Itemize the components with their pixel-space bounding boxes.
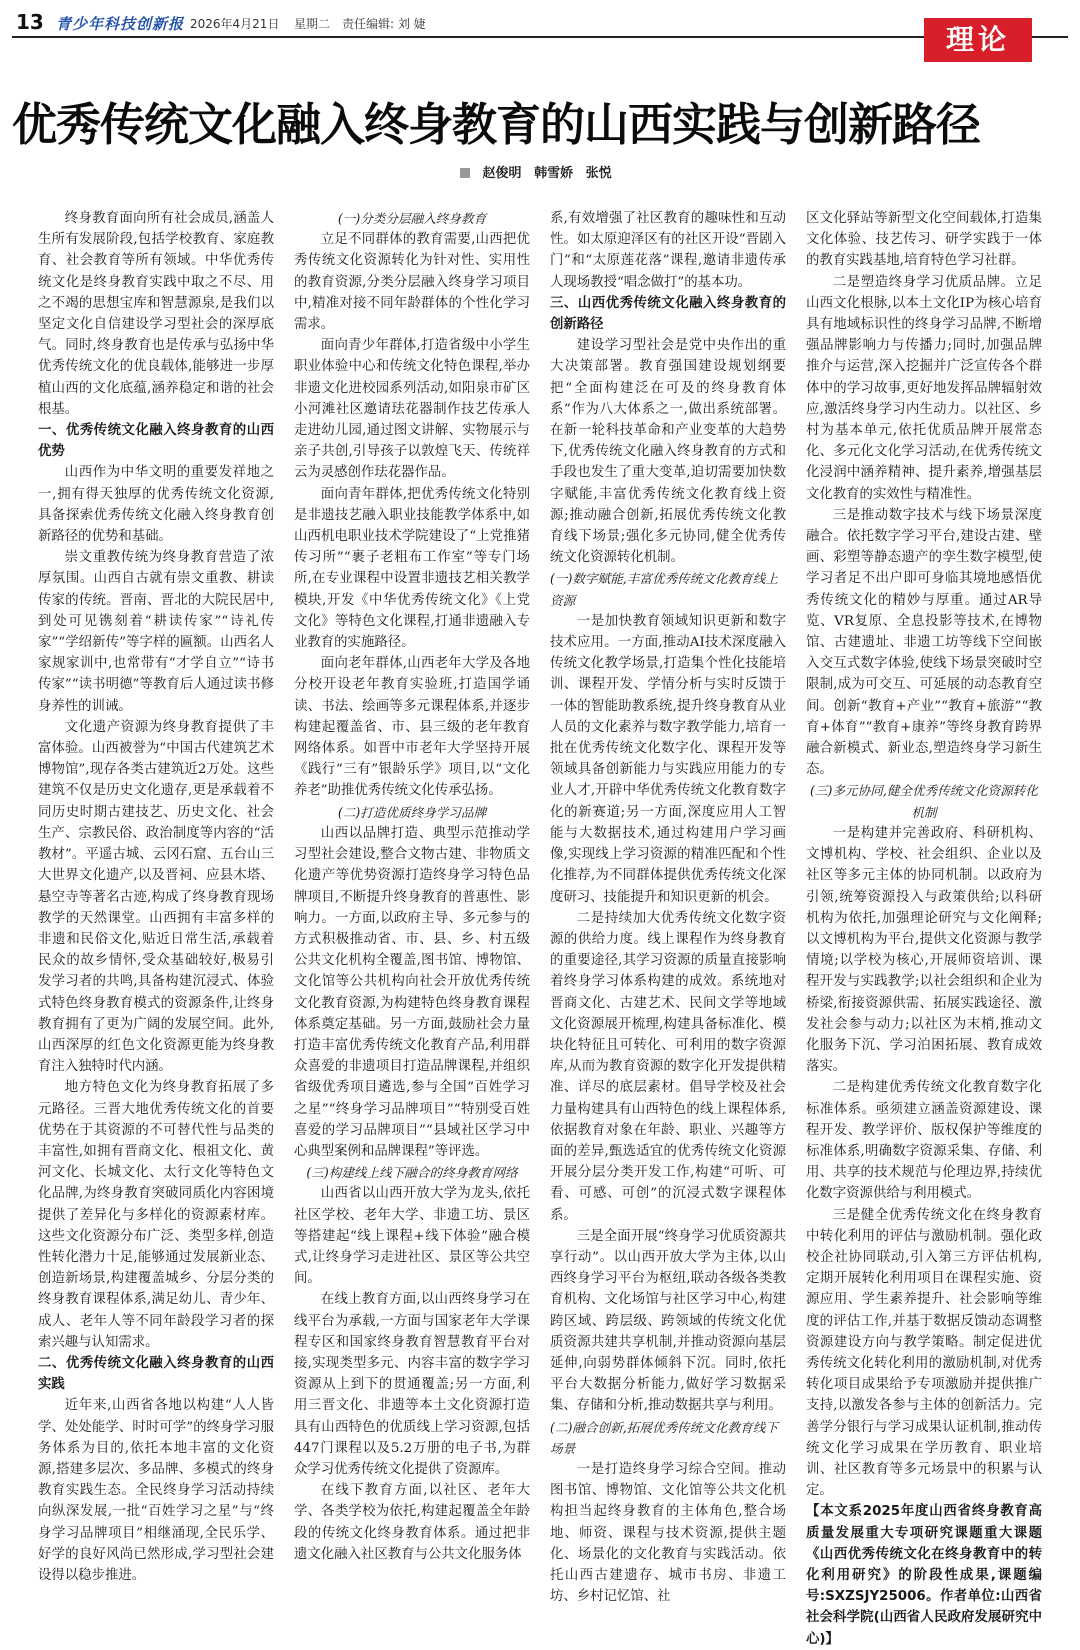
byline [460,162,620,181]
paragraph: 崇文重教传统为终身教育营造了浓厚氛围。山西自古就有崇文重教、耕读传家的传统。晋南、晋北的大院民居中,到处可见镌刻着“耕读传家”“诗礼传家”“学绍新传”等字样的匾额。山西名人家规家训中,也常带有“才学自立”“诗书传家”“读书明德”等教育后人通过读书修身养性的训诫。 [38,550,274,714]
paragraph: 终身教育面向所有社会成员,涵盖人生所有发展阶段,包括学校教育、家庭教育、社会教育等所有领域。中华优秀传统文化是终身教育实践中取之不尽、用之不竭的思想宝库和智慧源泉,是我们以坚定文化自信建设学习型社会的深厚底气。同时,终身教育也是传承与弘扬中华优秀传统文化的优良载体,能够进一步厚植山西的文化底蕴,涵养稳定和谐的社会根基。 [38,211,274,417]
paragraph: 面向青少年群体,打造省级中小学生职业体验中心和传统文化特色课程,举办非遗文化进校园系列活动,如阳泉市矿区小河滩社区邀请珐花器制作技艺传承人走进幼儿园,通过图文讲解、实物展示与亲子共创,引导孩子以敦煌飞天、传统祥云为灵感创作珐花器作品。 [294,338,530,481]
paragraph: 文化遗产资源为终身教育提供了丰富体验。山西被誉为“中国古代建筑艺术博物馆”,现存各类古建筑近2万处。这些建筑不仅是历史文化遗存,更是承载着不同历史时期古建技艺、历史文化、社会生产、宗教民俗、政治制度等内容的“活教材”。平遥古城、云冈石窟、五台山三大世界文化遗产,以及晋祠、应县木塔、悬空寺等著名古迹,构成了终身教育现场教学的天然课堂。山西拥有丰富多样的非遗和民俗文化,贴近日常生活,承载着民众的故乡情怀,受众基础较好,极易引发学习者的共鸣,具备构建沉浸式、体验式特色终身教育模式的资源条件,让终身教育拥有了更为广阔的发展空间。此外,山西深厚的红色文化资源更能为终身教育注入独特时代内涵。 [38,719,274,1075]
research-footnote: 【本文系2025年度山西省终身教育高质量发展重大专项研究课题重大课题《山西优秀传统文化在终身教育中的转化利用研究》的阶段性成果,课题编号:SXZSJY25006。作者单位:山西省社会科学院(山西省人民政府发展研究中心)】 [806,1504,1042,1647]
paragraph: 在线上教育方面,以山西终身学习在线平台为承载,一方面与国家老年大学课程专区和国家终身教育智慧教育平台对接,实现类型多元、内容丰富的数字学习资源从上到下的贯通覆盖;另一方面,利用三晋文化、非遗等本土文化资源打造具有山西特色的优质线上学习资源,包括447门课程以及5.2万册的电子书,为群众学习优秀传统文化提供了资源库。 [294,1292,530,1477]
author-name: 张悦 [585,166,612,181]
paragraph: 二是持续加大优秀传统文化数字资源的供给力度。线上课程作为终身教育的重要途径,其学习资源的质量直接影响着终身学习体系构建的成效。系统地对晋商文化、古建艺术、民间文学等地域文化资源展开梳理,构建具备标准化、模块化特征且可转化、可利用的数字资源库,从而为教育资源的数字化开发提供精准、详尽的底层素材。倡导学校及社会力量构建具有山西特色的线上课程体系,依据教育对象在年龄、职业、兴趣等方面的差异,甄选适宜的优秀传统文化资源开展分层分类开发工作,构建“可听、可看、可感、可创”的沉浸式数字课程体系。 [550,910,786,1223]
text-column-4 [806,208,1042,1647]
author-name: 韩雪娇 [534,166,574,181]
paragraph: 系,有效增强了社区教育的趣味性和互动性。如太原迎泽区有的社区开设“晋剧入门”和“太原莲花落”课程,邀请非遗传承人现场教授“唱念做打”的基本功。 [550,211,786,290]
byline-marker-icon [460,168,470,178]
paragraph: 近年来,山西省各地以构建“人人皆学、处处能学、时时可学”的终身学习服务体系为目的,依托本地丰富的文化资源,搭建多层次、多品牌、多模式的终身教育实践生态。全民终身学习活动持续向纵深发展,一批“百姓学习之星”与“终身学习品牌项目”相继涌现,全民乐学、好学的良好风尚已然形成,学习型社会建设得以稳步推进。 [38,1398,274,1583]
issue-date: 2026年4月21日 [190,17,280,31]
section-heading: 二、优秀传统文化融入终身教育的山西实践 [38,1355,274,1393]
editor-credit: 责任编辑: 刘 婕 [342,17,426,31]
paragraph: 一是构建并完善政府、科研机构、文博机构、学校、社会组织、企业以及社区等多元主体的协同机制。以政府为引领,统筹资源投入与政策供给;以科研机构为依托,加强理论研究与文化阐释;以文博机构为平台,提供文化资源与教学情境;以学校为核心,开展师资培训、课程开发与实践教学;以社会组织和企业为桥梁,衔接资源供需、拓展实践途径、激发社会参与动力;以社区为末梢,推动文化服务下沉、学习泊困拓展、教育成效落实。 [806,825,1042,1075]
paragraph: 立足不同群体的教育需要,山西把优秀传统文化资源转化为针对性、实用性的教育资源,分类分层融入终身学习项目中,精准对接不同年龄群体的个性化学习需求。 [294,232,530,333]
subsection-heading: (一)分类分层融入终身教育 [337,211,487,226]
paragraph: 区文化驿站等新型文化空间载体,打造集文化体验、技艺传习、研学实践于一体的教育实践基地,培育特色学习社群。 [806,211,1042,269]
subsection-heading: (二)融合创新,拓展优秀传统文化教育线下场景 [550,1419,778,1456]
paragraph: 山西省以山西开放大学为龙头,依托社区学校、老年大学、非遗工坊、景区等搭建起“线上课程+线下体验”融合模式,让终身学习走进社区、景区等公共空间。 [294,1186,530,1287]
subsection-heading: (三)多元协同,健全优秀传统文化资源转化机制 [810,783,1038,820]
article-headline: 优秀传统文化融入终身教育的山西实践与创新路径 [12,98,981,151]
page-number: 13 [16,10,44,34]
text-column-1 [38,208,274,1583]
section-heading: 三、山西优秀传统文化融入终身教育的创新路径 [550,295,786,333]
paragraph: 面向老年群体,山西老年大学及各地分校开设老年教育实验班,打造国学诵读、书法、绘画等多元课程体系,并逐步构建起覆盖省、市、县三级的老年教育网络体系。如晋中市老年大学坚持开展《践行“三有”银龄乐学》项目,以“文化养老”助推优秀传统文化传承弘扬。 [294,656,530,799]
paragraph: 三是健全优秀传统文化在终身教育中转化利用的评估与激励机制。强化政校企社协同联动,引入第三方评估机构,定期开展转化利用项目在课程实施、资源应用、学生素养提升、社会影响等维度的评估工作,并基于数据反馈动态调整资源建设方向与教学策略。制定促进优秀传统文化转化利用的激励机制,对优秀转化项目成果给予专项激励并提供推广支持,以激发各参与主体的创新活力。完善学分银行与学习成果认证机制,推动传统文化学习成果在学历教育、职业培训、社区教育等多元场景中的积累与认定。 [806,1207,1042,1499]
paragraph: 二是构建优秀传统文化教育数字化标准体系。亟须建立涵盖资源建设、课程开发、教学评价、版权保护等维度的标准体系,明确数字资源采集、存储、利用、共享的技术规范与伦理边界,持续优化数字资源供给与利用模式。 [806,1080,1042,1202]
paragraph: 山西以品牌打造、典型示范推动学习型社会建设,整合文物古建、非物质文化遗产等优势资源打造终身学习特色品牌项目,不断提升终身教育的普惠性、影响力。一方面,以政府主导、多元参与的方式积极推动省、市、县、乡、村五级公共文化机构全覆盖,图书馆、博物馆、文化馆等公共机构向社会开放优秀传统文化教育资源,为构建特色终身教育课程体系奠定基础。另一方面,鼓励社会力量打造丰富优秀传统文化教育产品,利用群众喜爱的非遗项目打造品牌课程,并组织省级优秀项目遴选,参与全国“百姓学习之星”“终身学习品牌项目”“特别受百姓喜爱的学习品牌项目”“县域社区学习中心典型案例和品牌课程”等评选。 [294,825,530,1159]
paragraph: 一是加快教育领域知识更新和数字技术应用。一方面,推动AI技术深度融入传统文化教学场景,打造集个性化技能培训、课程开发、学情分析与实时反馈于一体的智能助教系统,提升终身教育从业人员的文化素养与数字教学能力,培育一批在优秀传统文化数字化、课程开发等领域具备创新能力与实践应用能力的专业人才,开辟中华优秀传统文化教育数字化的新赛道;另一方面,深度应用人工智能与大数据技术,通过构建用户学习画像,实现线上学习资源的精准匹配和个性化推荐,为不同群体提供优秀传统文化深度研习、技能提升和知识更新的机会。 [550,613,786,905]
paragraph: 在线下教育方面,以社区、老年大学、各类学校为依托,构建起覆盖全年龄段的传统文化终身教育体系。通过把非遗文化融入社区教育与公共文化服务体 [294,1483,530,1562]
article-body [38,208,1048,1647]
paragraph: 面向青年群体,把优秀传统文化特别是非遗技艺融入职业技能教学体系中,如山西机电职业技术学院建设了“上党推猪传习所”“裹子老粗布工作室”等专门场所,在专业课程中设置非遗技艺相关教学模块,开发《中华优秀传统文化》《上党文化》等特色文化课程,打通非遗融入专业教育的实施路径。 [294,486,530,651]
weekday: 星期二 [294,17,331,31]
paragraph: 一是打造终身学习综合空间。推动图书馆、博物馆、文化馆等公共文化机构担当起终身教育的主体角色,整合场地、师资、课程与技术资源,提供主题化、场景化的文化教育与实践活动。依托山西古建遗存、城市书房、非遗工坊、乡村记忆馆、社 [550,1461,786,1605]
masthead [12,10,1068,38]
section-heading: 一、优秀传统文化融入终身教育的山西优势 [38,423,274,460]
paragraph: 山西作为中华文明的重要发祥地之一,拥有得天独厚的优秀传统文化资源,具备探索优秀传统文化融入终身教育创新路径的优势和基础。 [38,465,274,545]
subsection-heading: (三)构建线上线下融合的终身教育网络 [306,1165,518,1181]
text-column-3 [550,208,786,1605]
paragraph: 三是全面开展“终身学习优质资源共享行动”。以山西开放大学为主体,以山西终身学习平台为枢纽,联动各级各类教育机构、文化场馆与社区学习中心,构建跨区域、跨层级、跨领域的传统文化优质资源共建共享机制,并推动资源向基层延伸,向弱势群体倾斜下沉。同时,依托平台大数据分析能力,做好学习数据采集、存储和分析,推动数据共享与利用。 [550,1228,786,1414]
author-name: 赵俊明 [482,166,522,181]
subsection-heading: (一)数字赋能,丰富优秀传统文化教育线上资源 [550,571,778,608]
paragraph: 三是推动数字技术与线下场景深度融合。依托数字学习平台,建设古建、壁画、彩塑等静态遗产的孪生数字模型,使学习者足不出户即可身临其境地感悟优秀传统文化的精妙与厚重。通过AR导览、VR复原、全息投影等技术,在博物馆、古建遗址、非遗工坊等线下空间嵌入交互式数字体验,使线下场景突破时空限制,成为可交互、可延展的动态教育空间。创新“教育+产业”“教育+旅游”“教育+体育”“教育+康养”等终身教育跨界融合新模式、新业态,塑造终身学习新生态。 [806,507,1042,778]
paragraph: 地方特色文化为终身教育拓展了多元路径。三晋大地优秀传统文化的首要优势在于其资源的不可替代性与品类的丰富性,如拥有晋商文化、根祖文化、黄河文化、长城文化、太行文化等特色文化品牌,为终身教育突破同质化内容困境提供了差异化与多样化的资源素材库。这些文化资源分布广泛、类型多样,创造性转化潜力十足,能够通过发展新业态、创造新场景,构建覆盖城乡、分层分类的终身教育课程体系,满足幼儿、青少年、成人、老年人等不同年龄段学习者的探索兴趣与认知需求。 [38,1080,274,1350]
section-badge: 理论 [924,18,1032,62]
newspaper-name: 青少年科技创新报 [56,15,185,33]
paragraph: 建设学习型社会是党中央作出的重大决策部署。教育强国建设规划纲要把“全面构建泛在可及的终身教育体系”作为八大体系之一,做出系统部署。在新一轮科技革命和产业变革的大趋势下,优秀传统文化融入终身教育的方式和手段也发生了重大变革,迫切需要加快数字赋能,丰富优秀传统文化教育线上资源;推动融合创新,拓展优秀传统文化教育线下场景;强化多元协同,健全优秀传统文化资源转化机制。 [550,338,786,566]
subsection-heading: (二)打造优质终身学习品牌 [337,804,487,820]
text-column-2 [294,208,530,1580]
paragraph: 二是塑造终身学习优质品牌。立足山西文化根脉,以本土文化IP为核心培育具有地域标识性的终身学习品牌,不断增强品牌影响力与传播力;同时,加强品牌推介与运营,深入挖掘并广泛宣传各个群体中的学习故事,更好地发挥品牌辐射效应,激活终身学习内生动力。以社区、乡村为基本单元,依托优质品牌开展常态化、多元化文化学习活动,在优秀传统文化浸润中涵养精神、提升素养,增强基层文化教育的实效性与精准性。 [806,274,1042,502]
